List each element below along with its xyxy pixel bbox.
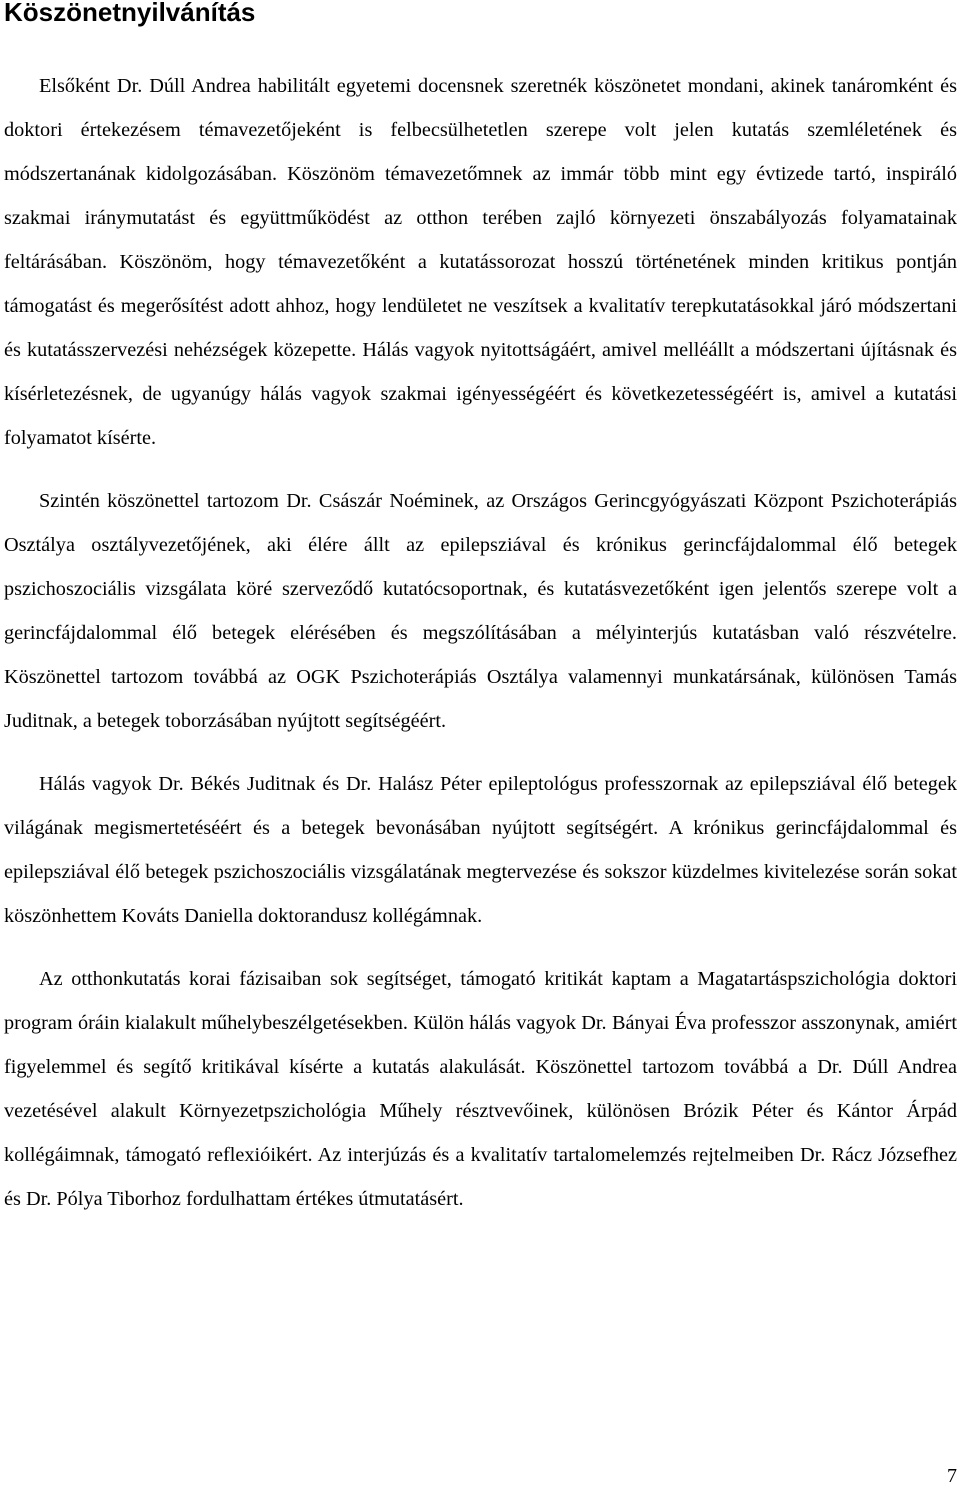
document-body <box>4 64 957 1240</box>
paragraph-spine-research-group: Szintén köszönettel tartozom Dr. Császár Noéminek, az Országos Gerincgyógyászati Központ Pszichoterápiás Osztálya osztályvezetőjének, aki élére állt az epilepsziával és krónikus gerincfájdalommal élő betegek pszichoszociális vizsgálata köré szerveződő kutatócsoportnak, és kutatásvezetőként igen jelentős szerepe volt a gerincfájdalommal élő betegek elérésében és megszólításában a mélyinterjús kutatásban való részvételre. Köszönettel tartozom továbbá az OGK Pszichoterápiás Osztálya valamennyi munkatársának, különösen Tamás Juditnak, a betegek toborzásában nyújtott segítségéért. <box>4 490 957 732</box>
paragraph-epilepsy-research: Hálás vagyok Dr. Békés Juditnak és Dr. Halász Péter epileptológus professzornak az epilepsziával élő betegek világának megismertetéséért és a betegek bevonásában nyújtott segítségért. A krónikus gerincfájdalommal és epilepsziával élő betegek pszichoszociális vizsgálatának megtervezése és sokszor küzdelmes kivitelezése során sokat köszönhettem Kováts Daniella doktorandusz kollégámnak. <box>4 773 957 927</box>
paragraph-doctoral-program: Az otthonkutatás korai fázisaiban sok segítséget, támogató kritikát kaptam a Magatartáspszichológia doktori program óráin kialakult műhelybeszélgetésekben. Külön hálás vagyok Dr. Bányai Éva professzor asszonynak, amiért figyelemmel és segítő kritikával kísérte a kutatás alakulását. Köszönettel tartozom továbbá a Dr. Dúll Andrea vezetésével alakult Környezetpszichológia Műhely résztvevőinek, különösen Brózik Péter és Kántor Árpád kollégáimnak, támogató reflexióikért. Az interjúzás és a kvalitatív tartalomelemzés rejtelmeiben Dr. Rácz Józsefhez és Dr. Pólya Tiborhoz fordulhattam értékes útmutatásért. <box>4 968 957 1210</box>
page-title: Köszönetnyilvánítás <box>4 0 256 27</box>
page-number: 7 <box>947 1465 957 1487</box>
paragraph-thesis-supervisor: Elsőként Dr. Dúll Andrea habilitált egyetemi docensnek szeretnék köszönetet mondani, akinek tanáromként és doktori értekezésem témavezetőjeként is felbecsülhetetlen szerepe volt jelen kutatás szemléletének és módszertanának kidolgozásában. Köszönöm témavezetőmnek az immár több mint egy évtizede tartó, inspiráló szakmai iránymutatást és együttműködést az otthon terében zajló környezeti önszabályozás folyamatainak feltárásában. Köszönöm, hogy témavezetőként a kutatássorozat hosszú történetének minden kritikus pontján támogatást és megerősítést adott ahhoz, hogy lendületet ne veszítsek a kvalitatív terepkutatásokkal járó módszertani és kutatásszervezési nehézségek közepette. Hálás vagyok nyitottságáért, amivel melléállt a módszertani újításnak és kísérletezésnek, de ugyanúgy hálás vagyok szakmai igényességéért és következetességéért is, amivel a kutatási folyamatot kísérte. <box>4 75 957 449</box>
